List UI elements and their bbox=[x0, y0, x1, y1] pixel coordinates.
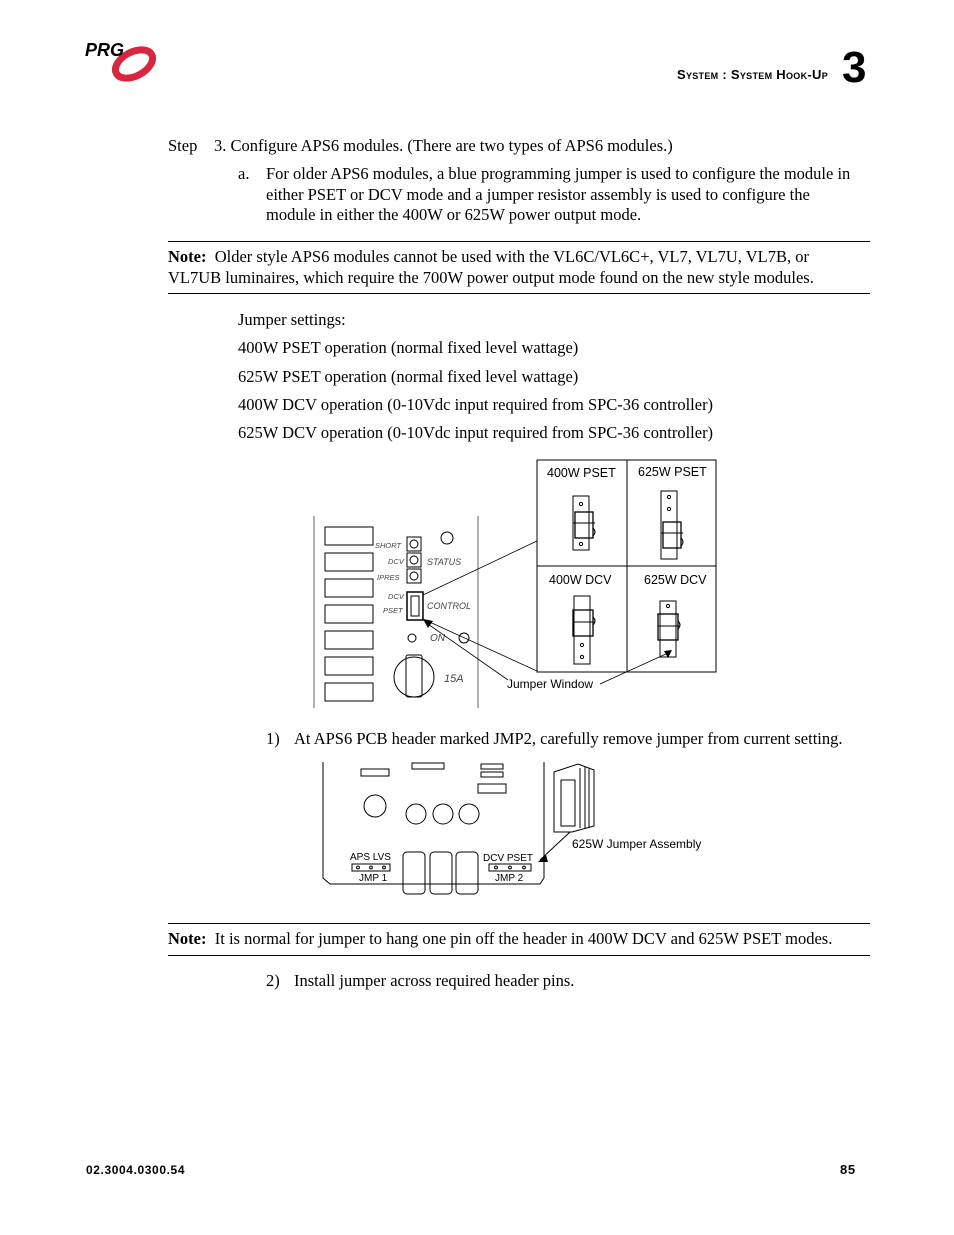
jmp2-top-label: DCV PSET bbox=[483, 853, 534, 864]
jumper-setting-item: 625W PSET operation (normal fixed level wattage) bbox=[238, 367, 579, 386]
pset-jumper-label: PSET bbox=[383, 606, 403, 615]
note2-label: Note: bbox=[168, 929, 207, 948]
sub-a-line-1: For older APS6 modules, a blue programming jumper is used to configure the module in bbox=[266, 164, 851, 183]
jmp1-label: JMP 1 bbox=[359, 873, 388, 884]
header-625w-dcv bbox=[658, 601, 680, 657]
logo-text: PRG bbox=[85, 40, 125, 60]
note1-top-rule bbox=[168, 241, 870, 242]
breaker-label: 15A bbox=[444, 673, 464, 685]
header-400w-pset bbox=[573, 496, 595, 550]
jumper-setting-item: 400W PSET operation (normal fixed level wattage) bbox=[238, 338, 579, 357]
note1-line-1 bbox=[168, 247, 870, 267]
note1-label: Note: bbox=[168, 247, 207, 266]
jumper-window-callout: Jumper Window bbox=[507, 677, 594, 691]
note2-bottom-rule bbox=[168, 955, 870, 956]
step-text: 3. Configure APS6 modules. (There are two types of APS6 modules.) bbox=[214, 136, 673, 155]
instruction-2-text: Install jumper across required header pins. bbox=[294, 971, 575, 990]
note1-text-2: VL7UB luminaires, which require the 700W power output mode found on the new style modules. bbox=[168, 268, 814, 287]
panel-label-625w-pset: 625W PSET bbox=[638, 465, 707, 479]
control-label: CONTROL bbox=[427, 601, 472, 611]
status-label: STATUS bbox=[427, 557, 462, 567]
header-400w-dcv bbox=[573, 596, 595, 664]
instruction-1-marker: 1) bbox=[266, 729, 280, 748]
note1-text-1: Older style APS6 modules cannot be used with the VL6C/VL6C+, VL7, VL7U, VL7B, or bbox=[214, 247, 810, 266]
chapter-number: 3 bbox=[842, 43, 867, 92]
jmp2-label: JMP 2 bbox=[495, 873, 524, 884]
ipres-label: IPRES bbox=[377, 573, 400, 582]
step-label: Step bbox=[168, 136, 198, 155]
prg-logo bbox=[82, 38, 160, 86]
panel-label-400w-dcv: 400W DCV bbox=[549, 573, 612, 587]
header-625w-pset bbox=[661, 491, 683, 559]
short-label: SHORT bbox=[375, 541, 402, 550]
jumper-settings-grid bbox=[537, 460, 716, 672]
dcv-jumper-label: DCV bbox=[388, 592, 404, 601]
jumper-setting-item: 625W DCV operation (0-10Vdc input required from SPC-36 controller) bbox=[238, 423, 714, 442]
jumper-assembly-callout: 625W Jumper Assembly bbox=[572, 837, 702, 851]
jumper-settings-figure bbox=[300, 455, 730, 717]
pcb-figure bbox=[318, 758, 718, 904]
sub-a-line-2: either PSET or DCV mode and a jumper resistor assembly is used to configure the bbox=[266, 185, 810, 204]
sub-a-line-3: module in either the 400W or 625W power output mode. bbox=[266, 205, 642, 224]
page-number: 85 bbox=[840, 1162, 856, 1177]
jumper-setting-item: 400W DCV operation (0-10Vdc input required from SPC-36 controller) bbox=[238, 395, 714, 414]
panel-label-625w-dcv: 625W DCV bbox=[644, 573, 707, 587]
note1-bottom-rule bbox=[168, 293, 870, 294]
note2-text: It is normal for jumper to hang one pin off the header in 400W DCV and 625W PSET modes. bbox=[214, 929, 833, 948]
sub-a-marker: a. bbox=[238, 164, 250, 183]
jmp1-top-label: APS LVS bbox=[350, 852, 391, 863]
prg-logo-graphic bbox=[82, 38, 160, 86]
section-title: System : System Hook-Up bbox=[676, 67, 828, 82]
note2-top-rule bbox=[168, 923, 870, 924]
instruction-2-marker: 2) bbox=[266, 971, 280, 990]
jumper-settings-heading: Jumper settings: bbox=[238, 310, 346, 329]
panel-label-400w-pset: 400W PSET bbox=[547, 466, 616, 480]
jumper-assembly-arrow bbox=[538, 855, 548, 862]
dcv-led-label: DCV bbox=[388, 557, 404, 566]
document-number: 02.3004.0300.54 bbox=[86, 1163, 186, 1177]
on-label: ON bbox=[430, 633, 445, 644]
note2-line bbox=[168, 929, 870, 949]
instruction-1-text: At APS6 PCB header marked JMP2, carefully remove jumper from current setting. bbox=[294, 729, 843, 748]
